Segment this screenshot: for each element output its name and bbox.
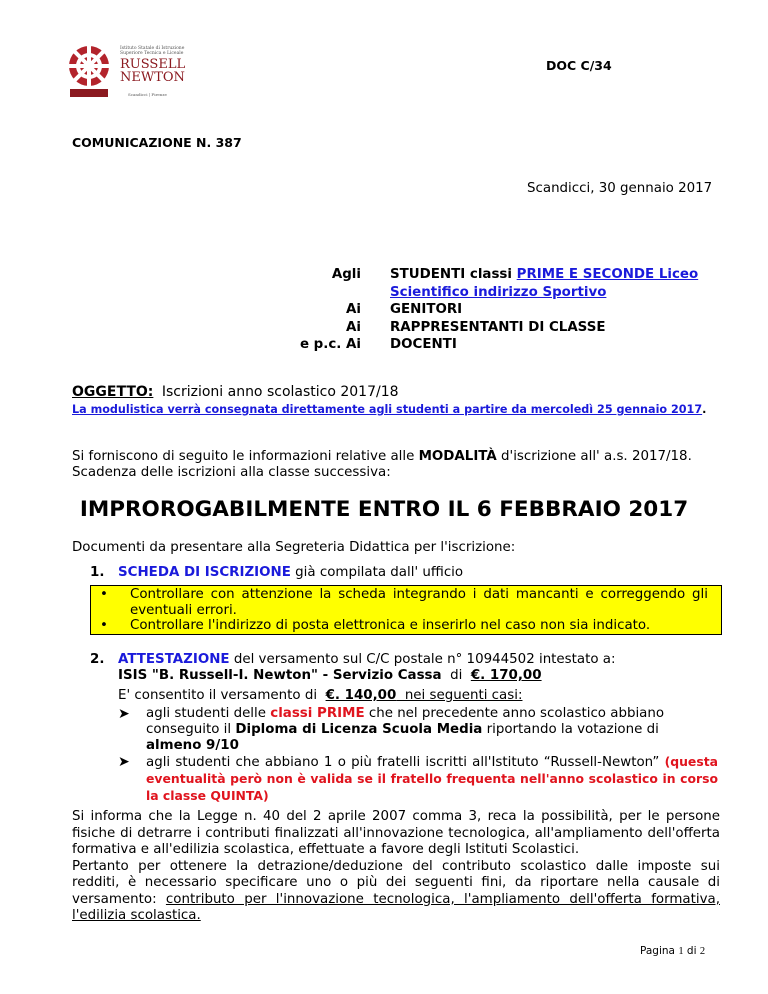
law-p2: Pertanto per ottenere la detrazione/deduzione del contributo scolastico dalle imposte sui redditi, è necessario specificare uno o più dei seguenti fini, da riportare nella causale di versamento: contributo per l'innovazione tecnologica, l'ampliamento dell'offerta formativa, l'edilizia scolastica. xyxy=(72,858,720,923)
logo-line2: Superiore Tecnica e Liceale xyxy=(120,51,184,56)
place-date: Scandicci, 30 gennaio 2017 xyxy=(527,181,713,196)
subject-note-link[interactable]: La modulistica verrà consegnata direttamente agli studenti a partire da mercoledì 25 gennaio 2017 xyxy=(72,403,703,416)
recipient-prefix: Agli xyxy=(331,267,361,282)
rosette-icon xyxy=(60,40,118,102)
item2-payee: ISIS "B. Russell-I. Newton" - Servizio Cassa di €. 170,00 xyxy=(118,668,542,683)
reduced-fee: €. 140,00 xyxy=(325,688,397,703)
law-p1: Si informa che la Legge n. 40 del 2 aprile 2007 comma 3, reca la possibilità, per le persone fisiche di detrarre i contributi finalizzati all'innovazione tecnologica, all'ampliamento dell'offerta formativa e all'edilizia scolastica, effettuate a favore degli Istituti Scolastici. xyxy=(72,809,720,857)
page-number: 1 xyxy=(678,946,684,957)
recipient-item: RAPPRESENTANTI DI CLASSE xyxy=(390,319,606,335)
list-item: • Controllare con attenzione la scheda integrando i dati mancanti e correggendo gli eventuali errori. xyxy=(90,587,708,618)
recipient-prefix: e p.c. Ai xyxy=(299,337,361,352)
logo-name1: RUSSELL xyxy=(120,57,186,72)
arrow-bullet-icon: ➤ xyxy=(118,706,130,722)
item2-title: ATTESTAZIONE xyxy=(118,652,230,667)
school-logo xyxy=(60,40,200,102)
documents-intro: Documenti da presentare alla Segreteria Didattica per l'iscrizione: xyxy=(72,540,516,555)
intro xyxy=(72,449,712,481)
item2 xyxy=(90,652,730,684)
logo-place: Scandicci | Firenze xyxy=(128,92,167,97)
doc-code: DOC C/34 xyxy=(546,58,612,73)
item1-bullet-list xyxy=(90,587,708,634)
subject xyxy=(72,384,399,400)
recipient-item: DOCENTI xyxy=(390,337,457,352)
case2: ➤ agli studenti che abbiano 1 o più fratelli iscritti all'Istituto “Russell-Newton” (questa eventualità però non è valida se il fratello frequenta nell'anno scolastico in corso la classe QUINTA) xyxy=(118,754,718,803)
arrow-bullet-icon: ➤ xyxy=(118,754,130,770)
communication-number: COMUNICAZIONE N. 387 xyxy=(72,135,242,150)
law-paragraph xyxy=(72,809,720,925)
deadline-heading: IMPROROGABILMENTE ENTRO IL 6 FEBBRAIO 2017 xyxy=(79,497,689,522)
recipient-item: GENITORI xyxy=(390,302,463,317)
item1-heading: 1. SCHEDA DI ISCRIZIONE già compilata dall' ufficio xyxy=(90,565,464,580)
logo-line1: Istituto Statale di Istruzione xyxy=(120,46,185,51)
item2-heading: 2. ATTESTAZIONE del versamento sul C/C postale n° 10944502 intestato a: xyxy=(90,652,616,667)
page-footer: Pagina 1 di 2 xyxy=(640,945,706,957)
page-total: 2 xyxy=(699,946,706,957)
intro-line2: Scadenza delle iscrizioni alla classe successiva: xyxy=(72,465,391,480)
logo-name2: NEWTON xyxy=(120,70,185,85)
subject-text: Iscrizioni anno scolastico 2017/18 xyxy=(161,384,399,400)
intro-line1: Si forniscono di seguito le informazioni relative alle MODALITÀ d'iscrizione all' a.s. 2017/18. xyxy=(72,449,692,464)
full-fee: €. 170,00 xyxy=(470,668,542,683)
subject-note: La modulistica verrà consegnata direttamente agli studenti a partire da mercoledì 25 gennaio 2017. xyxy=(72,403,707,416)
reduced-fee-line: E' consentito il versamento di €. 140,00 nei seguenti casi: xyxy=(118,688,523,703)
recipients-list xyxy=(390,266,730,354)
item1-title: SCHEDA DI ISCRIZIONE xyxy=(118,565,291,580)
list-item: • Controllare l'indirizzo di posta elettronica e inserirlo nel caso non sia indicato. xyxy=(90,618,708,634)
recipient-prefix: Ai xyxy=(346,302,361,317)
recipient-students: STUDENTI classi PRIME E SECONDE Liceo Scientifico indirizzo Sportivo xyxy=(390,267,699,300)
recipient-students-link[interactable]: PRIME E SECONDE Liceo Scientifico indirizzo Sportivo xyxy=(390,267,699,300)
case1: ➤ agli studenti delle classi PRIME che nel precedente anno scolastico abbiano conseguito il Diploma di Licenza Scuola Media riportando la votazione di almeno 9/10 xyxy=(118,706,665,753)
recipients-prefixes xyxy=(200,266,361,354)
subject-label: OGGETTO: xyxy=(72,384,154,400)
recipient-prefix: Ai xyxy=(346,319,361,335)
